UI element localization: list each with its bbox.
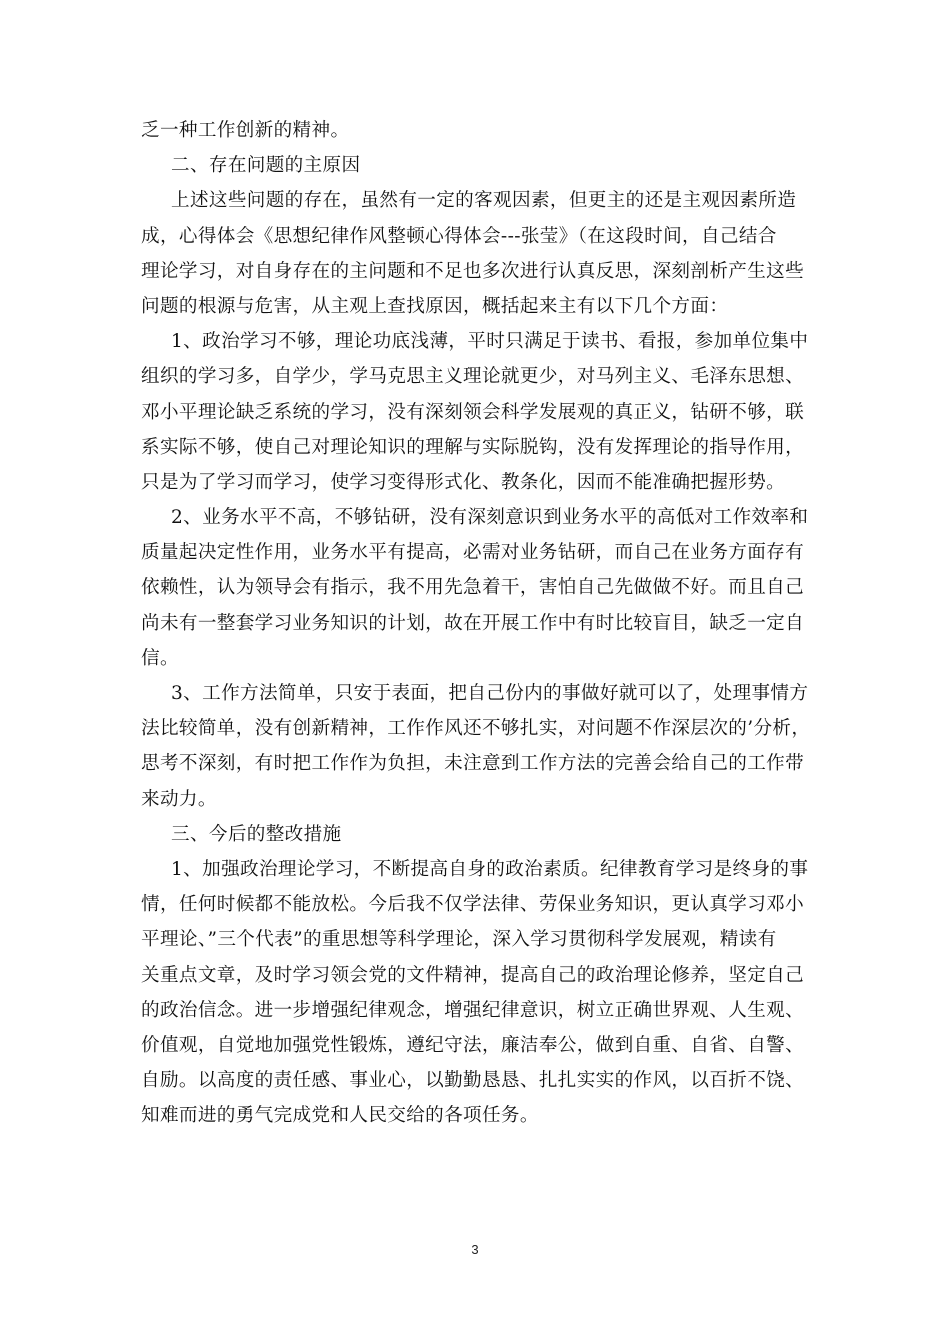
text-line: 知难而进的勇气完成党和人民交给的各项任务。 [141,1105,539,1127]
text-line: 信。 [141,647,179,669]
text-line: 思考不深刻，有时把工作作为负担，未注意到工作方法的完善会给自己的工作带 [141,753,805,775]
text-line: 成，心得体会《思想纪律作风整顿心得体会---张莹》（在这段时间，自己结合 [141,225,777,247]
text-line: 系实际不够，使自己对理论知识的理解与实际脱钩，没有发挥理论的指导作用， [141,436,805,458]
text-line: 法比较简单，没有创新精神，工作作风还不够扎实，对问题不作深层次的’分析， [141,718,811,740]
text-line: 上述这些问题的存在，虽然有一定的客观因素，但更主的还是主观因素所造 [171,190,797,212]
text-line: 邓小平理论缺乏系统的学习，没有深刻领会科学发展观的真正义，钻研不够，联 [141,401,805,423]
text-line: 自励。以高度的责任感、事业心，以勤勤恳恳、扎扎实实的作风，以百折不饶、 [141,1070,805,1092]
text-line: 理论学习，对自身存在的主问题和不足也多次进行认真反思，深刻剖析产生这些 [141,260,805,282]
text-line: 只是为了学习而学习，使学习变得形式化、教条化，因而不能准确把握形势。 [141,471,786,493]
text-line: 情，任何时候都不能放松。今后我不仅学法律、劳保业务知识，更认真学习邓小 [141,894,805,916]
text-line: 价值观，自觉地加强党性锻炼，遵纪守法，廉洁奉公，做到自重、自省、自警、 [141,1034,805,1056]
text-line: 的政治信念。进一步增强纪律观念，增强纪律意识，树立正确世界观、人生观、 [141,999,805,1021]
text-line: 三、今后的整改措施 [171,823,342,845]
document-body [141,113,809,1133]
text-line: 1、加强政治理论学习，不断提高自身的政治素质。纪律教育学习是终身的事 [171,858,809,880]
text-line: 乏一种工作创新的精神。 [141,120,350,141]
text-line: 二、存在问题的主原因 [171,155,361,177]
text-line: 来动力。 [141,788,217,810]
text-line: 关重点文章，及时学习领会党的文件精神，提高自己的政治理论修养，坚定自己 [141,964,805,986]
text-line: 1、政治学习不够，理论功底浅薄，平时只满足于读书、看报，参加单位集中 [171,331,809,353]
page-number: 3 [471,1242,479,1257]
text-line: 2、业务水平不高，不够钻研，没有深刻意识到业务水平的高低对工作效率和 [171,507,809,529]
text-line: 问题的根源与危害，从主观上查找原因，概括起来主有以下几个方面： [141,295,729,317]
text-line: 组织的学习多，自学少，学马克思主义理论就更少，对马列主义、毛泽东思想、 [141,366,805,388]
text-line: 3、工作方法简单，只安于表面，把自己份内的事做好就可以了，处理事情方 [171,683,809,704]
text-line: 平理论、”三个代表”的重思想等科学理论，深入学习贯彻科学发展观，精读有 [141,929,777,951]
text-line: 依赖性，认为领导会有指示，我不用先急着干，害怕自己先做做不好。而且自己 [141,577,805,599]
text-line: 质量起决定性作用，业务水平有提高，必需对业务钻研，而自己在业务方面存有 [141,542,805,564]
text-line: 尚未有一整套学习业务知识的计划，故在开展工作中有时比较盲目，缺乏一定自 [141,612,805,634]
